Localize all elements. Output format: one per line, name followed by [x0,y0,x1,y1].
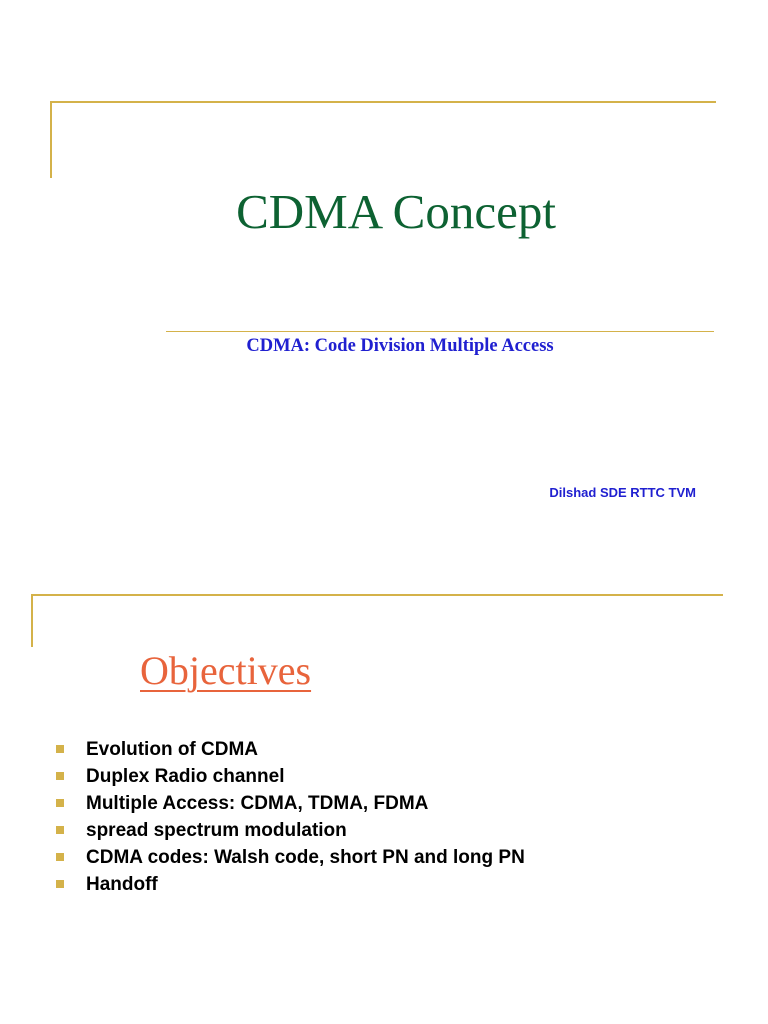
subtitle-rule [166,331,714,332]
bullet-square-icon [56,880,64,888]
bullet-square-icon [56,799,64,807]
bullet-square-icon [56,853,64,861]
frame-left-line [31,594,33,647]
slide-subtitle: CDMA: Code Division Multiple Access [246,336,554,356]
frame-top-line [31,594,723,596]
list-item-text: Multiple Access: CDMA, TDMA, FDMA [86,793,429,814]
objectives-slide [0,560,768,1024]
list-item-text: Duplex Radio channel [86,766,285,787]
objectives-title: Objectives [140,648,312,693]
list-item-text: CDMA codes: Walsh code, short PN and long PN [86,847,525,868]
objectives-list [56,736,525,898]
list-item-text: Evolution of CDMA [86,739,259,760]
frame-left-line [50,101,52,178]
list-item [56,817,525,844]
slide-title: CDMA Concept [236,184,556,239]
bullet-square-icon [56,745,64,753]
list-item [56,736,525,763]
bullet-square-icon [56,826,64,834]
list-item [56,790,525,817]
list-item-text: Handoff [86,874,158,895]
bullet-square-icon [56,772,64,780]
list-item [56,763,525,790]
list-item-text: spread spectrum modulation [86,820,347,841]
author-credit: Dilshad SDE RTTC TVM [549,485,696,500]
frame-top-line [50,101,716,103]
list-item [56,844,525,871]
list-item [56,871,525,898]
